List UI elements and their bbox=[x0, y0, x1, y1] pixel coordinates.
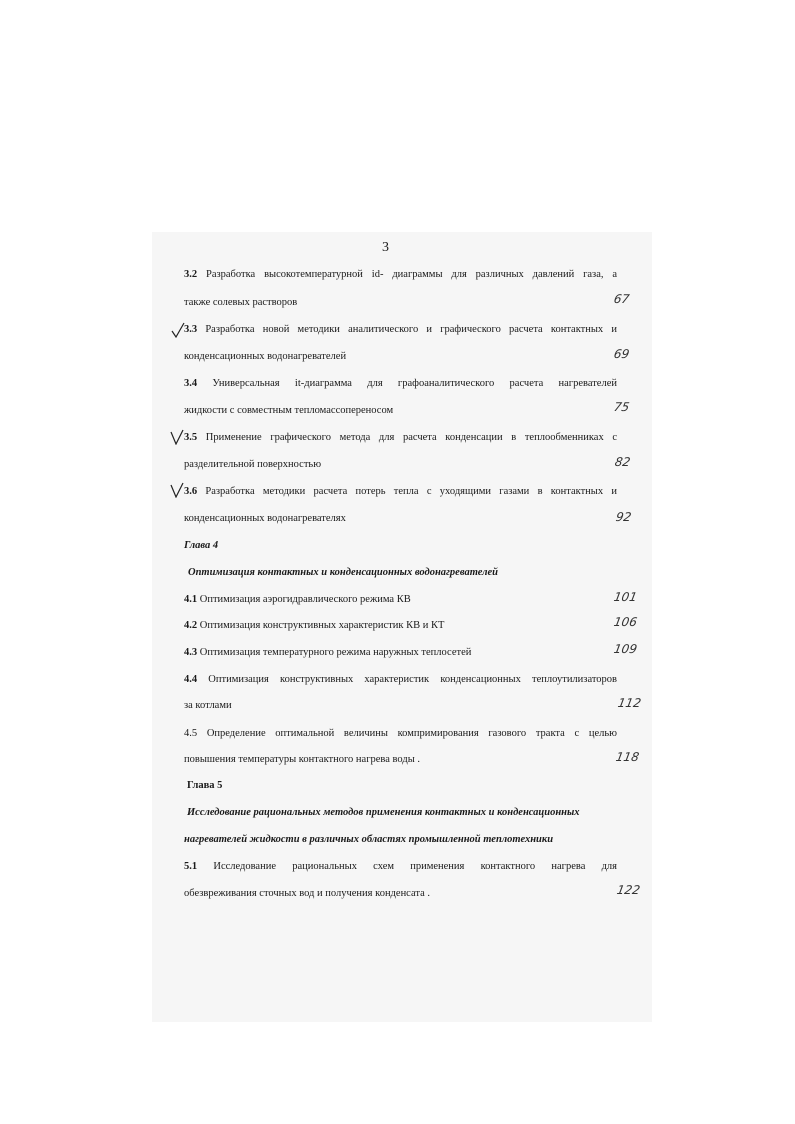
toc-entry-4-1-page: 101 bbox=[612, 590, 639, 604]
toc-entry-3-2-line2: также солевых растворов bbox=[184, 297, 298, 308]
toc-entry-3-3-line2: конденсационных водонагревателей bbox=[184, 351, 347, 362]
toc-entry-3-5-line1: 3.5 Применение графического метода для расчета конденсации в теплообменниках с bbox=[184, 432, 617, 443]
toc-entry-4-4-page: 112 bbox=[616, 696, 643, 710]
chapter-5-title-line1: Исследование рациональных методов применения контактных и конденсационных bbox=[187, 807, 580, 818]
toc-entry-4-2: 4.2 Оптимизация конструктивных характеристик КВ и КТ bbox=[184, 620, 445, 631]
toc-entry-3-2-line1: 3.2 Разработка высокотемпературной id- диаграммы для различных давлений газа, а bbox=[184, 269, 617, 280]
toc-entry-4-4-line2: за котлами bbox=[184, 700, 232, 711]
toc-entry-5-1-line1: 5.1 Исследование рациональных схем применения контактного нагрева для bbox=[184, 861, 617, 872]
toc-entry-3-6-line2: конденсационных водонагревателях bbox=[184, 513, 346, 524]
toc-entry-3-5-line2: разделительной поверхностью bbox=[184, 459, 322, 470]
checkmark-icon bbox=[171, 322, 185, 338]
chapter-4-title: Оптимизация контактных и конденсационных водонагревателей bbox=[188, 567, 499, 578]
toc-entry-3-6-line1: 3.6 Разработка методики расчета потерь тепла с уходящими газами в контактных и bbox=[184, 486, 617, 497]
chapter-4-label: Глава 4 bbox=[184, 540, 219, 551]
toc-entry-3-3-line1: 3.3 Разработка новой методики аналитического и графического расчета контактных и bbox=[184, 324, 617, 335]
toc-entry-3-5-page: 82 bbox=[613, 455, 632, 469]
checkmark-icon bbox=[170, 482, 184, 498]
toc-entry-4-4-line1: 4.4 Оптимизация конструктивных характеристик конденсационных теплоутилизаторов bbox=[184, 674, 617, 685]
checkmark-icon bbox=[170, 429, 184, 445]
toc-entry-4-5-line2: повышения температуры контактного нагрева воды . bbox=[184, 754, 420, 765]
toc-entry-4-2-page: 106 bbox=[612, 615, 639, 629]
toc-entry-3-2-page: 67 bbox=[612, 292, 631, 306]
toc-entry-4-5-line1: 4.5 Определение оптимальной величины компримирования газового тракта с целью bbox=[184, 728, 617, 739]
toc-entry-4-3-page: 109 bbox=[612, 642, 639, 656]
toc-entry-3-4-line1: 3.4 Универсальная it-диаграмма для графоаналитического расчета нагревателей bbox=[184, 378, 617, 389]
toc-entry-5-1-page: 122 bbox=[615, 883, 642, 897]
toc-entry-4-1: 4.1 Оптимизация аэрогидравлического режима КВ bbox=[184, 594, 411, 605]
toc-entry-5-1-line2: обезвреживания сточных вод и получения конденсата . bbox=[184, 888, 430, 899]
toc-entry-3-6-page: 92 bbox=[614, 510, 633, 524]
chapter-5-label: Глава 5 bbox=[187, 780, 223, 791]
page-number: 3 bbox=[382, 240, 389, 255]
toc-entry-3-4-line2: жидкости с совместным тепломассопереносом bbox=[184, 405, 394, 416]
toc-entry-4-5-page: 118 bbox=[614, 750, 641, 764]
toc-entry-3-4-page: 75 bbox=[612, 400, 631, 414]
chapter-5-title-line2: нагревателей жидкости в различных областях промышленной теплотехники bbox=[184, 834, 554, 845]
toc-entry-3-3-page: 69 bbox=[612, 347, 631, 361]
toc-entry-4-3: 4.3 Оптимизация температурного режима наружных теплосетей bbox=[184, 647, 472, 658]
